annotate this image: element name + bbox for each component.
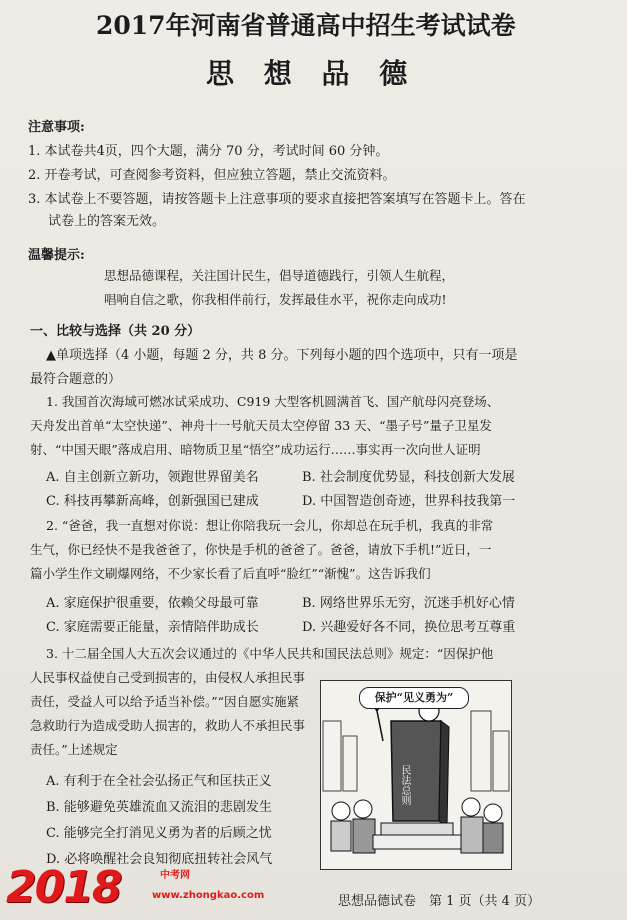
q2-option-d: D. 兴趣爱好各不同，换位思考互尊重 (302, 620, 516, 635)
tips-line-2: 唱响自信之歌，你我相伴前行，发挥最佳水平，祝你走向成功! (104, 292, 447, 307)
tips-heading: 温馨提示: (28, 248, 85, 263)
q1-line-3: 射、“中国天眼”落成启用、暗物质卫星“悟空”成功运行……事实再一次向世人证明 (30, 442, 481, 457)
q3-option-b: B. 能够避免英雄流血又流泪的悲剧发生 (46, 800, 272, 815)
q3-option-d: D. 必将唤醒社会良知彻底扭转社会风气 (46, 852, 273, 867)
q3-line-3: 急救助行为造成受助人损害的，救助人不承担民事 (30, 718, 306, 733)
q1-option-c: C. 科技再攀新高峰，创新强国已建成 (46, 494, 259, 509)
section-instruction-1: ▲单项选择（4 小题，每题 2 分，共 8 分。下列每小题的四个选项中，只有一项是 (46, 348, 518, 363)
cartoon-drawing (321, 681, 511, 869)
notes-heading: 注意事项: (28, 120, 85, 135)
q3-option-a: A. 有利于在全社会弘扬正气和匡扶正义 (46, 774, 272, 789)
section-instruction-2: 最符合题意的） (30, 372, 122, 387)
q1-option-b: B. 社会制度优势显，科技创新大发展 (302, 470, 515, 485)
q2-line-1: 2. “爸爸，我一直想对你说：想让你陪我玩一会儿，你却总在玩手机，我真的非常 (46, 518, 494, 533)
site-logo-sub: 中考网 (160, 870, 190, 881)
q2-option-b: B. 网络世界乐无穷，沉迷手机好心情 (302, 596, 515, 611)
cartoon-speech-bubble: 保护“见义勇为” (359, 687, 469, 709)
q2-option-a: A. 家庭保护很重要，依赖父母最可靠 (46, 596, 259, 611)
section-heading: 一、比较与选择（共 20 分） (30, 324, 201, 339)
site-logo: 2018 (6, 862, 121, 913)
q3-line-4: 责任。”上述规定 (30, 742, 118, 757)
notes-line-1: 1. 本试卷共4页，四个大题，满分 70 分，考试时间 60 分钟。 (28, 144, 389, 159)
q1-line-2: 天舟发出首单“太空快递”、神舟十一号航天员太空停留 33 天、“墨子号”量子卫星发 (30, 418, 492, 433)
notes-line-3: 3. 本试卷上不要答题，请按答题卡上注意事项的要求直接把答案填写在答题卡上。答在 (28, 192, 526, 207)
q1-option-d: D. 中国智造创奇迹，世界科技我第一 (302, 494, 516, 509)
site-logo-url: www.zhongkao.com (152, 890, 265, 901)
q3-lead: 3. 十二届全国人大五次会议通过的《中华人民共和国民法总则》规定：“因保护他 (46, 646, 494, 661)
q2-line-3: 篇小学生作文刷爆网络，不少家长看了后直呼“脸红”“渐愧”。这告诉我们 (30, 566, 431, 581)
q2-option-c: C. 家庭需要正能量，亲情陪伴助成长 (46, 620, 259, 635)
q3-option-c: C. 能够完全打消见义勇为者的后顾之忧 (46, 826, 272, 841)
q1-option-a: A. 自主创新立新功，领跑世界留美名 (46, 470, 259, 485)
cartoon-book-label: 民法总则 (399, 765, 410, 805)
q2-line-2: 生气，你已经快不是我爸爸了，你快是手机的爸爸了。爸爸，请放下手机!”近日，一 (30, 542, 492, 557)
subject-title: 思 想 品 德 (206, 57, 418, 90)
q3-line-1: 人民事权益使自己受到损害的，由侵权人承担民事 (30, 670, 306, 685)
notes-line-2: 2. 开卷考试，可查阅参考资料，但应独立答题，禁止交流资料。 (28, 168, 396, 183)
page-footer: 思想品德试卷 第 1 页（共 4 页） (338, 894, 541, 909)
q3-line-2: 责任，受益人可以给予适当补偿。”“因自愿实施紧 (30, 694, 300, 709)
exam-title: 2017年河南省普通高中招生考试试卷 (96, 11, 516, 40)
q1-line-1: 1. 我国首次海域可燃冰试采成功、C919 大型客机圆满首飞、国产航母闪亮登场、 (46, 394, 500, 409)
cartoon-illustration (320, 680, 512, 870)
notes-line-4: 试卷上的答案无效。 (48, 214, 166, 229)
tips-line-1: 思想品德课程，关注国计民生，倡导道德践行，引领人生航程， (104, 268, 455, 283)
